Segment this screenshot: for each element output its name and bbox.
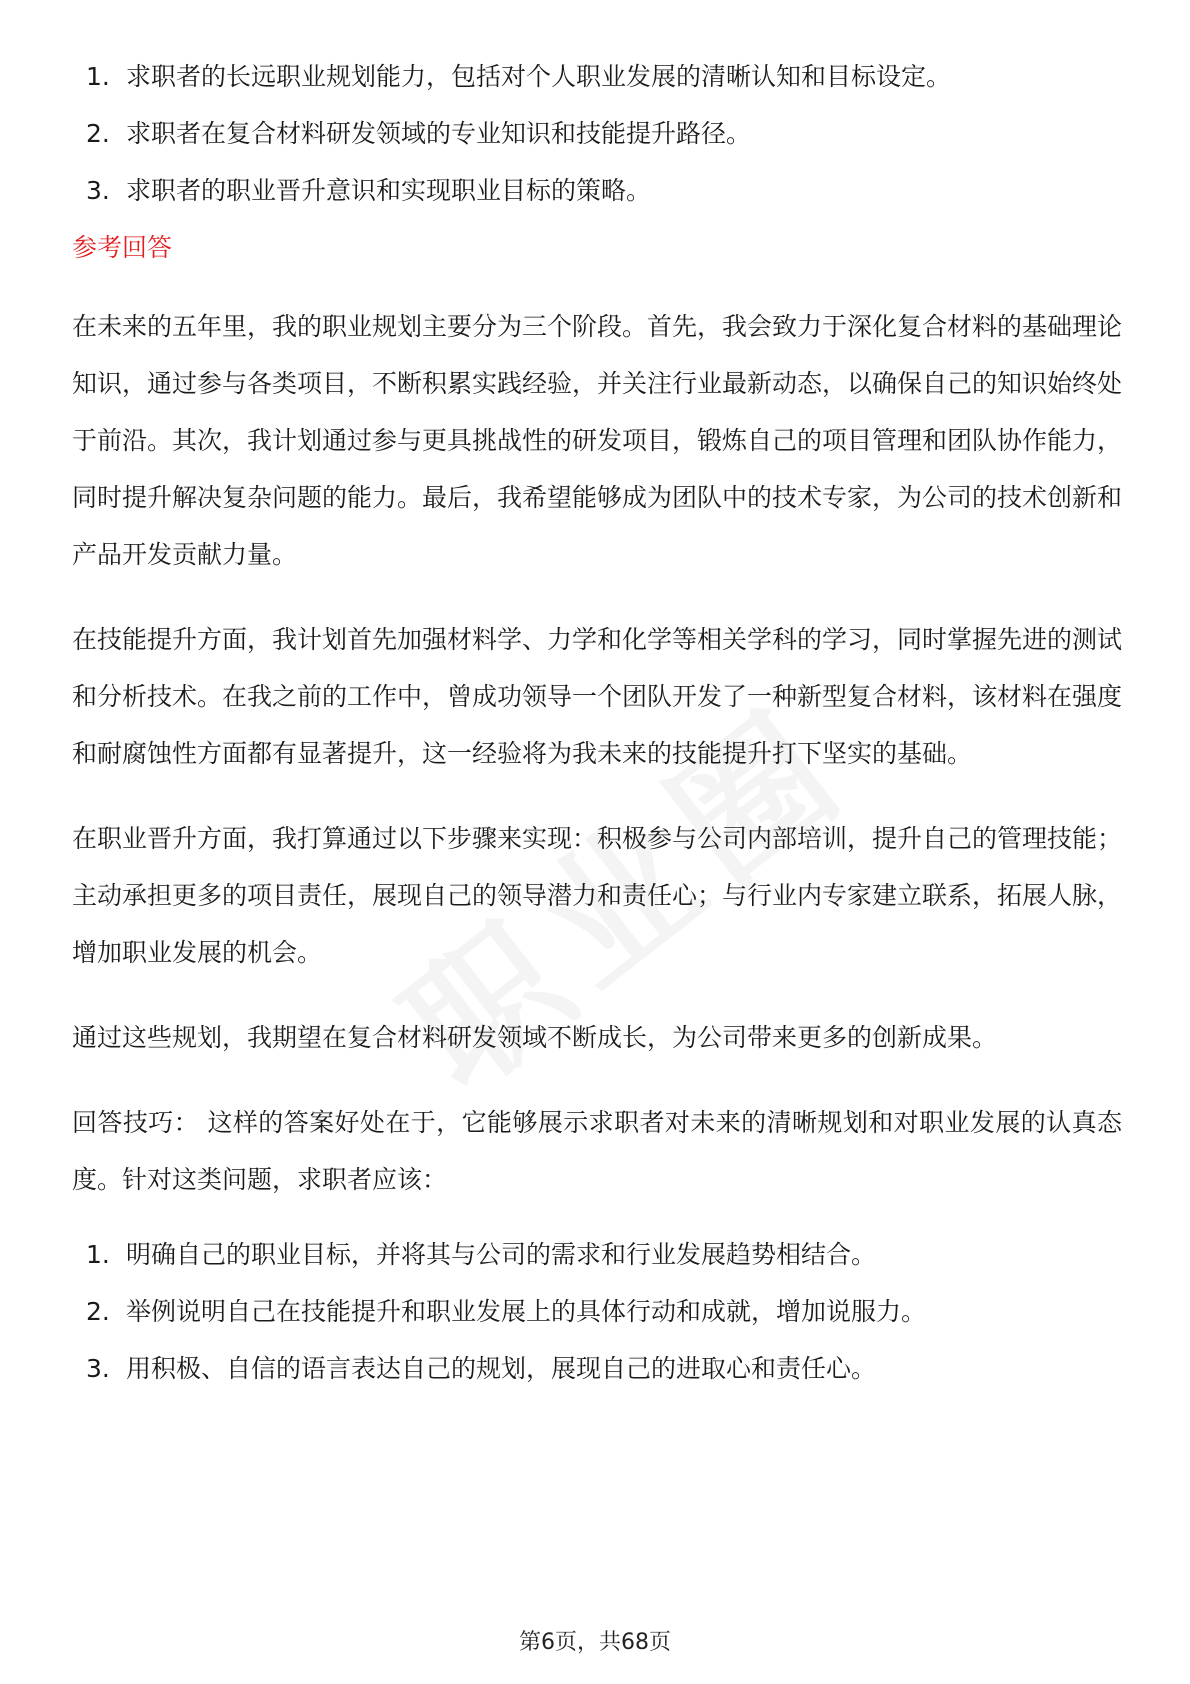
tips-list (72, 1236, 1122, 1388)
list-number: 2. (86, 119, 110, 148)
list-text: 用积极、自信的语言表达自己的规划，展现自己的进取心和责任心。 (126, 1354, 877, 1383)
list-text: 求职者的职业晋升意识和实现职业目标的策略。 (126, 176, 652, 205)
list-item (72, 1236, 1122, 1274)
list-text: 求职者的长远职业规划能力，包括对个人职业发展的清晰认知和目标设定。 (126, 62, 952, 91)
list-text: 求职者在复合材料研发领域的专业知识和技能提升路径。 (126, 119, 752, 148)
list-number: 3. (86, 1354, 110, 1383)
paragraph: 在职业晋升方面，我打算通过以下步骤来实现：积极参与公司内部培训，提升自己的管理技能；主动承担更多的项目责任，展现自己的领导潜力和责任心；与行业内专家建立联系，拓展人脉，增加职业发展的机会。 (72, 824, 1123, 967)
section-title: 参考回答 (72, 233, 173, 262)
list-number: 1. (86, 62, 110, 91)
list-item (72, 1350, 1122, 1388)
list-item (72, 58, 1122, 96)
tips-intro-paragraph: 回答技巧： 这样的答案好处在于，它能够展示求职者对未来的清晰规划和对职业发展的认真态度。针对这类问题，求职者应该： (72, 1108, 1122, 1194)
paragraph: 在技能提升方面，我计划首先加强材料学、力学和化学等相关学科的学习，同时掌握先进的测试和分析技术。在我之前的工作中，曾成功领导一个团队开发了一种新型复合材料，该材料在强度和耐腐蚀性方面都有显著提升，这一经验将为我未来的技能提升打下坚实的基础。 (72, 625, 1123, 768)
list-item (72, 115, 1122, 153)
list-number: 1. (86, 1240, 110, 1269)
page-content (72, 58, 1122, 1407)
list-number: 3. (86, 176, 110, 205)
intro-list (72, 58, 1122, 210)
paragraph: 在未来的五年里，我的职业规划主要分为三个阶段。首先，我会致力于深化复合材料的基础理论知识，通过参与各类项目，不断积累实践经验，并关注行业最新动态，以确保自己的知识始终处于前沿。其次，我计划通过参与更具挑战性的研发项目，锻炼自己的项目管理和团队协作能力，同时提升解决复杂问题的能力。最后，我希望能够成为团队中的技术专家，为公司的技术创新和产品开发贡献力量。 (72, 312, 1123, 569)
list-number: 2. (86, 1297, 110, 1326)
list-item (72, 172, 1122, 210)
list-text: 明确自己的职业目标，并将其与公司的需求和行业发展趋势相结合。 (126, 1240, 877, 1269)
list-item (72, 1293, 1122, 1331)
list-text: 举例说明自己在技能提升和职业发展上的具体行动和成就，增加说服力。 (126, 1297, 927, 1326)
page-footer: 第6页，共68页 (519, 1630, 671, 1655)
paragraph: 通过这些规划，我期望在复合材料研发领域不断成长，为公司带来更多的创新成果。 (72, 1023, 998, 1052)
